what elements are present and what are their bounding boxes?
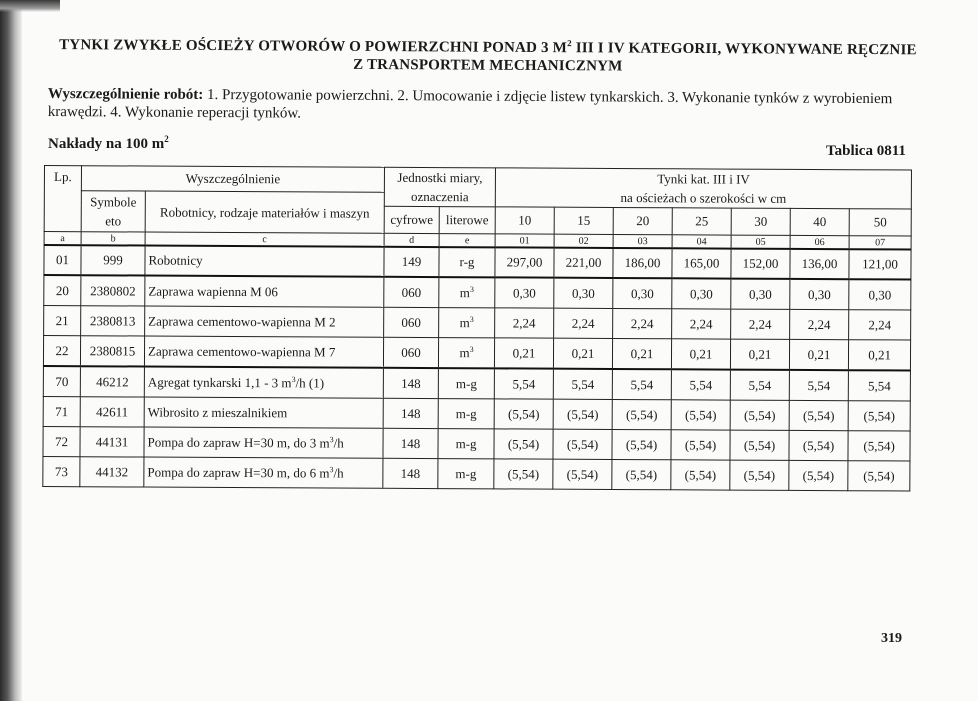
row-lp: 20	[44, 275, 81, 306]
row-value: 136,00	[790, 249, 849, 279]
index-c: c	[145, 232, 384, 247]
row-value: (5,54)	[553, 399, 612, 429]
index-03: 03	[613, 234, 672, 248]
row-value: (5,54)	[848, 461, 910, 491]
header-tynki-title: Tynki kat. III i IV	[657, 171, 750, 187]
row-value: (5,54)	[848, 431, 910, 461]
scope-text: 1. Przygotowanie powierzchni. 2. Umocowanie i zdjęcie listew tynkarskich. 3. Wykonanie tynków z wyrobieniem krawędzi. 4. Wykonanie reperacji tynków.	[47, 86, 893, 122]
row-unit-letter: m-g	[438, 429, 494, 459]
row-lp: 71	[43, 396, 80, 426]
index-06: 06	[790, 235, 849, 249]
row-symbol: 46212	[80, 366, 144, 397]
row-value: (5,54)	[494, 399, 553, 429]
table-row	[43, 336, 910, 371]
header-width-50: 50	[849, 209, 911, 236]
row-symbol: 2380813	[81, 306, 145, 336]
header-width-15: 15	[554, 207, 613, 234]
row-unit-letter: $m^3$	[439, 277, 495, 308]
row-name: Zaprawa wapienna M 06	[145, 276, 384, 308]
header-lp: Lp.	[44, 166, 81, 232]
row-value: (5,54)	[730, 460, 789, 490]
row-value: (5,54)	[671, 400, 730, 430]
row-value: 5,54	[848, 370, 910, 401]
page-number: 319	[881, 631, 902, 646]
row-value: 2,24	[495, 308, 554, 338]
row-value: (5,54)	[730, 400, 789, 430]
index-b: b	[81, 232, 145, 246]
scope-of-works	[48, 85, 908, 126]
row-value: 0,21	[494, 338, 553, 369]
row-value: (5,54)	[612, 459, 671, 489]
row-unit-digital: 148	[383, 368, 438, 399]
header-width-20: 20	[613, 207, 672, 234]
row-value: (5,54)	[848, 401, 910, 431]
row-value: (5,54)	[671, 460, 730, 490]
row-unit-letter: r-g	[439, 247, 495, 277]
row-unit-letter: m-g	[438, 368, 494, 399]
table-row	[43, 396, 910, 431]
row-value: (5,54)	[553, 459, 612, 489]
row-value: 0,30	[613, 278, 672, 309]
row-lp: 21	[44, 306, 81, 336]
row-value: 0,21	[553, 338, 612, 369]
header-width-30: 30	[731, 208, 790, 235]
header-digital: cyfrowe	[384, 206, 439, 233]
row-lp: 72	[43, 426, 80, 456]
table-number: Tablica 0811	[826, 143, 906, 159]
row-value: 186,00	[613, 248, 672, 278]
row-name: Agregat tynkarski 1,1 - 3 $m^3/h$ (1)	[144, 367, 383, 399]
row-name: Zaprawa cementowo-wapienna M 2	[145, 306, 384, 337]
row-value: (5,54)	[553, 429, 612, 459]
row-symbol: 999	[81, 245, 145, 275]
row-value: 0,30	[495, 277, 554, 308]
row-value: 2,24	[731, 309, 790, 339]
row-value: 0,21	[612, 338, 671, 369]
row-value: (5,54)	[789, 430, 848, 460]
row-value: 152,00	[731, 249, 790, 279]
row-value: 0,21	[789, 339, 848, 370]
row-lp: 70	[43, 366, 80, 397]
row-value: 165,00	[672, 248, 731, 278]
row-value: 5,54	[494, 368, 553, 399]
row-value: (5,54)	[730, 430, 789, 460]
row-lp: 73	[43, 456, 80, 486]
scope-label: Wyszczególnienie robót:	[47, 85, 204, 103]
row-value: (5,54)	[789, 400, 848, 430]
row-value: 0,30	[790, 279, 849, 310]
index-a: a	[44, 232, 81, 246]
row-name: Wibrosito z mieszalnikiem	[144, 397, 383, 428]
row-value: 221,00	[554, 248, 613, 278]
row-unit-digital: 148	[383, 458, 438, 488]
row-symbol: 44132	[80, 457, 144, 487]
row-symbol: 42611	[80, 397, 144, 427]
index-01: 01	[495, 234, 554, 248]
row-name: Zaprawa cementowo-wapienna M 7	[144, 336, 383, 368]
table-row	[44, 306, 911, 341]
book-binding-shadow	[0, 0, 22, 701]
row-value: 5,54	[553, 369, 612, 400]
row-unit-digital: 149	[384, 247, 439, 277]
row-value: 5,54	[789, 370, 848, 401]
row-value: 0,21	[671, 339, 730, 370]
row-value: 2,24	[554, 308, 613, 338]
row-value: 2,24	[790, 309, 849, 339]
row-value: (5,54)	[612, 429, 671, 459]
row-value: 0,30	[731, 279, 790, 310]
table-row	[43, 426, 910, 461]
row-value: 2,24	[613, 308, 672, 338]
row-unit-digital: 148	[383, 398, 438, 428]
index-d: d	[384, 233, 439, 247]
row-value: (5,54)	[494, 459, 553, 489]
row-unit-letter: m-g	[438, 399, 494, 429]
row-value: 2,24	[849, 310, 911, 340]
row-unit-digital: 060	[384, 307, 439, 337]
row-value: 5,54	[671, 369, 730, 400]
row-symbol: 2380802	[81, 275, 145, 306]
row-value: 5,54	[612, 369, 671, 400]
row-value: 0,21	[848, 340, 910, 371]
header-units: Jednostki miary, oznaczenia	[384, 167, 495, 207]
index-04: 04	[672, 235, 731, 249]
row-value: 121,00	[849, 249, 911, 279]
header-wyszczegolnienie: Wyszczególnienie	[81, 166, 384, 193]
row-name: Pompa do zapraw H=30 m, do 6 $m^3/h$	[144, 457, 383, 488]
row-symbol: 2380815	[80, 336, 144, 367]
table-row	[44, 275, 911, 310]
page-corner-shadow	[0, 0, 60, 12]
row-unit-letter: m-g	[438, 459, 494, 489]
index-02: 02	[554, 234, 613, 248]
table-row	[43, 366, 910, 401]
header-workers-materials: Robotnicy, rodzaje materiałów i maszyn	[145, 191, 384, 233]
header-letter: literowe	[439, 207, 495, 234]
title-line-2: Z TRANSPORTEM MECHANICZNYM	[353, 56, 623, 75]
row-unit-digital: 148	[383, 428, 438, 458]
outlays-heading: Nakłady na 100 $m^2$	[48, 134, 169, 152]
page-title	[48, 36, 928, 77]
row-value: 0,30	[849, 279, 911, 310]
row-unit-digital: 060	[383, 337, 438, 368]
title-line-1: TYNKI ZWYKŁE OŚCIEŻY OTWORÓW O POWIERZCHNI PONAD 3 $M^2$ III I IV KATEGORII, WYKONYWANE RĘCZNIE	[59, 37, 917, 59]
row-name: Pompa do zapraw H=30 m, do 3 $m^3/h$	[144, 427, 383, 458]
row-value: 0,21	[730, 339, 789, 370]
row-value: (5,54)	[789, 460, 848, 490]
header-width-40: 40	[790, 208, 849, 235]
index-05: 05	[731, 235, 790, 249]
row-unit-letter: $m^3$	[439, 308, 495, 338]
row-value: 297,00	[495, 247, 554, 277]
index-e: e	[439, 234, 495, 248]
row-value: (5,54)	[494, 429, 553, 459]
norm-table	[42, 165, 912, 492]
header-tynki-subtitle: na ościeżach o szerokości w cm	[620, 190, 787, 206]
row-symbol: 44131	[80, 427, 144, 457]
row-value: (5,54)	[612, 399, 671, 429]
header-width-10: 10	[495, 207, 554, 234]
row-value: 5,54	[730, 370, 789, 401]
table-row	[44, 245, 911, 280]
row-value: 0,30	[554, 278, 613, 309]
row-unit-digital: 060	[384, 277, 439, 308]
row-value: (5,54)	[671, 430, 730, 460]
row-value: 0,30	[672, 278, 731, 309]
row-lp: 22	[43, 336, 80, 367]
row-lp: 01	[44, 245, 81, 275]
table-row	[43, 456, 910, 491]
row-name: Robotnicy	[145, 246, 384, 277]
index-07: 07	[849, 236, 911, 250]
header-width-25: 25	[672, 208, 731, 235]
row-value: 2,24	[672, 309, 731, 339]
header-tynki	[495, 168, 911, 209]
row-unit-letter: $m^3$	[438, 338, 494, 369]
header-symbols: Symbole eto	[81, 191, 145, 232]
